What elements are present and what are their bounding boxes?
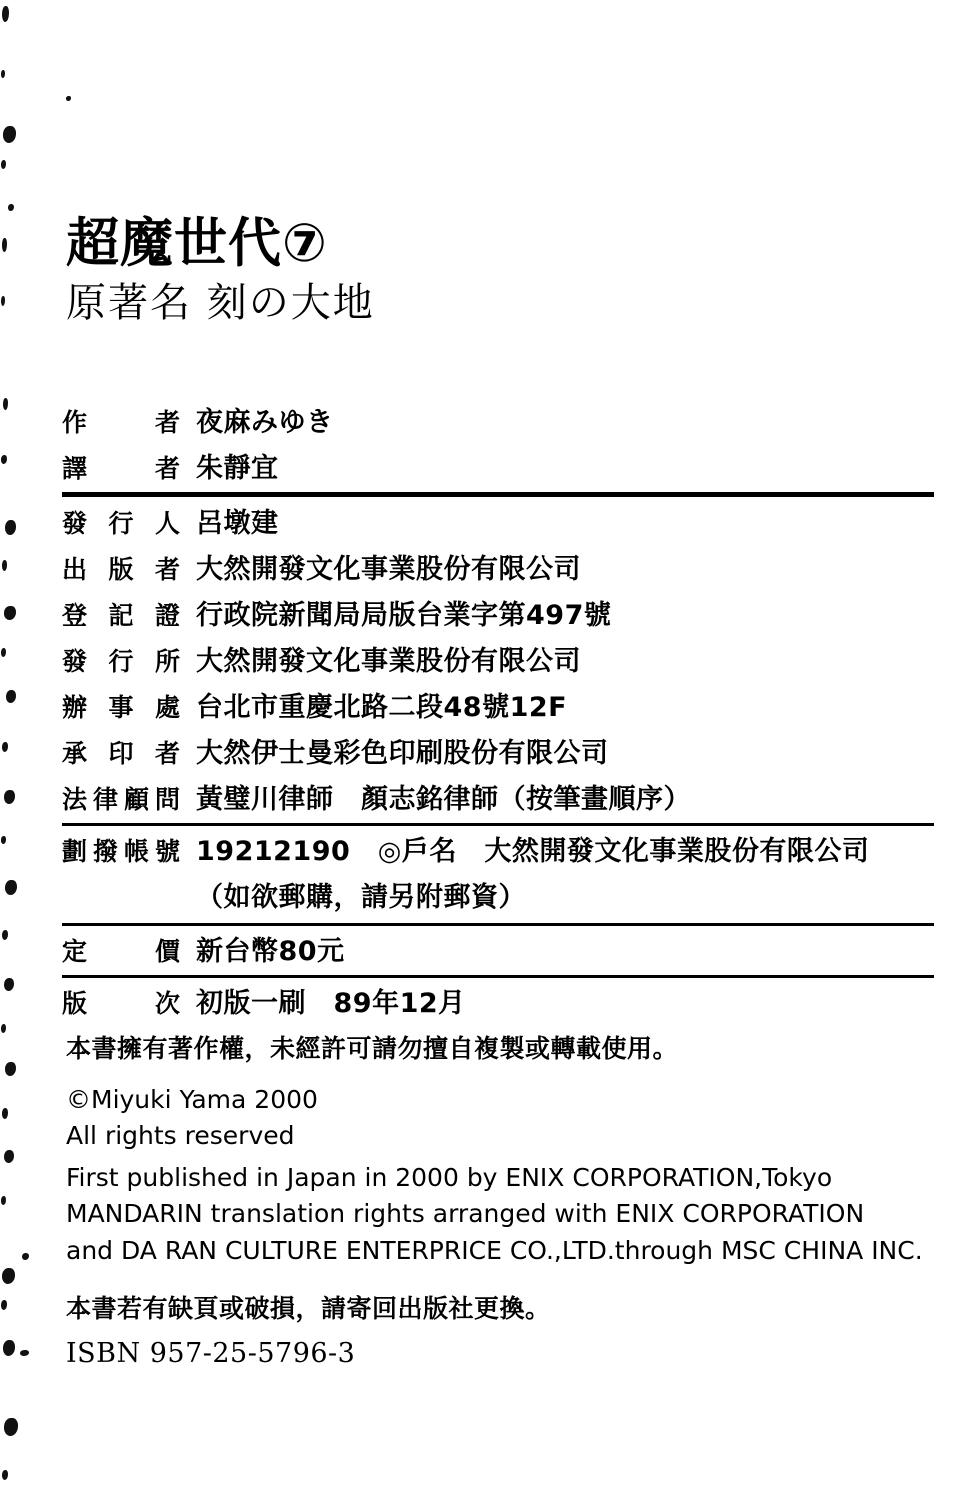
isbn: ISBN 957-25-5796-3 — [66, 1337, 356, 1369]
scan-speckle — [1, 648, 6, 657]
scan-speckle — [2, 742, 8, 752]
row-label: 辦事處 — [62, 693, 180, 722]
table-row — [62, 685, 934, 731]
row-value: 大然開發文化事業股份有限公司 — [196, 646, 581, 677]
copyright-block — [66, 1030, 946, 1269]
scan-speckle — [8, 204, 14, 211]
row-label: 作 者 — [62, 408, 180, 437]
page-title: 超魔世代⑦ — [66, 213, 328, 274]
license-line-1: First published in Japan in 2000 by ENIX CORPORATION,Tokyo — [66, 1163, 833, 1192]
scan-speckle — [4, 790, 15, 804]
scan-speckle — [66, 96, 71, 101]
table-row — [62, 547, 934, 593]
scan-speckle — [2, 1108, 8, 1119]
row-value: 夜麻みゆき — [196, 407, 334, 438]
scan-speckle — [6, 690, 16, 703]
row-value: 19212190 ◎戶名 大然開發文化事業股份有限公司 — [196, 836, 870, 867]
scan-speckle — [1, 70, 5, 78]
scan-speckle — [2, 1470, 8, 1480]
row-label: 發行人 — [62, 509, 180, 538]
table-row — [62, 981, 934, 1027]
scan-speckle — [2, 1268, 15, 1284]
scan-speckle — [1, 1300, 7, 1310]
row-label: 劃撥帳號 — [62, 837, 180, 866]
isbn-block — [66, 1290, 946, 1369]
scan-speckle — [1, 1024, 6, 1033]
scan-speckle — [2, 238, 7, 252]
table-row — [62, 875, 934, 923]
row-value: 大然開發文化事業股份有限公司 — [196, 554, 581, 585]
scan-speckle — [3, 1340, 15, 1356]
scan-speckle — [5, 880, 17, 895]
scan-speckle — [22, 1253, 29, 1260]
rights-reserved: All rights reserved — [66, 1120, 295, 1150]
scan-speckle — [3, 126, 16, 143]
table-row — [62, 400, 934, 446]
scan-speckle — [1, 455, 7, 464]
divider-rule — [62, 923, 934, 926]
table-row — [62, 639, 934, 685]
scan-speckle — [1, 836, 6, 844]
scan-speckle — [5, 520, 16, 535]
row-value: 行政院新聞局局版台業字第497號 — [196, 600, 612, 631]
row-value: （如欲郵購，請另附郵資） — [196, 882, 526, 913]
row-label: 譯 者 — [62, 454, 180, 483]
scan-speckle — [1, 1196, 6, 1205]
copyright-notice: 本書擁有著作權，未經許可請勿擅自複製或轉載使用。 — [66, 1034, 679, 1063]
row-label: 定 價 — [62, 937, 180, 966]
row-label: 出版者 — [62, 555, 180, 584]
scan-speckle — [2, 930, 8, 940]
row-value: 呂墩建 — [196, 508, 279, 539]
license-line-3: and DA RAN CULTURE ENTERPRICE CO.,LTD.through MSC CHINA INC. — [66, 1235, 923, 1265]
colophon-table — [62, 400, 934, 1027]
title-block — [66, 213, 666, 327]
scan-speckle — [1, 296, 5, 306]
original-title: 原著名 刻の大地 — [66, 280, 375, 327]
divider-rule — [62, 492, 934, 497]
table-row — [62, 731, 934, 777]
scan-speckle — [20, 1350, 29, 1356]
scan-speckle — [4, 1418, 18, 1436]
row-value: 初版一刷 89年12月 — [196, 988, 466, 1019]
row-value: 新台幣80元 — [196, 936, 345, 967]
defect-notice: 本書若有缺頁或破損，請寄回出版社更換。 — [66, 1294, 551, 1323]
scan-speckle — [5, 1062, 16, 1076]
divider-rule — [62, 823, 934, 826]
row-label: 承印者 — [62, 739, 180, 768]
scan-speckle — [2, 6, 9, 22]
table-row — [62, 593, 934, 639]
row-label: 法律顧問 — [62, 785, 180, 814]
row-label: 發行所 — [62, 647, 180, 676]
table-row — [62, 929, 934, 975]
row-value: 朱靜宜 — [196, 453, 279, 484]
table-row — [62, 446, 934, 492]
row-label: 版 次 — [62, 989, 180, 1018]
scan-speckle — [1, 160, 6, 169]
license-line-2: MANDARIN translation rights arranged with ENIX CORPORATION — [66, 1199, 865, 1229]
row-value: 台北市重慶北路二段48號12F — [196, 692, 568, 723]
row-value: 大然伊士曼彩色印刷股份有限公司 — [196, 738, 609, 769]
row-label: 登記證 — [62, 601, 180, 630]
scan-speckle — [4, 606, 16, 620]
scan-speckle — [2, 560, 7, 571]
row-value: 黃璧川律師 顏志銘律師（按筆畫順序） — [196, 784, 691, 815]
scan-speckle — [4, 978, 14, 991]
table-row — [62, 501, 934, 547]
scan-speckle — [4, 1150, 14, 1163]
divider-rule — [62, 975, 934, 978]
table-row — [62, 777, 934, 823]
scan-speckle — [3, 398, 8, 410]
table-row — [62, 829, 934, 875]
copyright-holder: ©Miyuki Yama 2000 — [66, 1084, 318, 1114]
